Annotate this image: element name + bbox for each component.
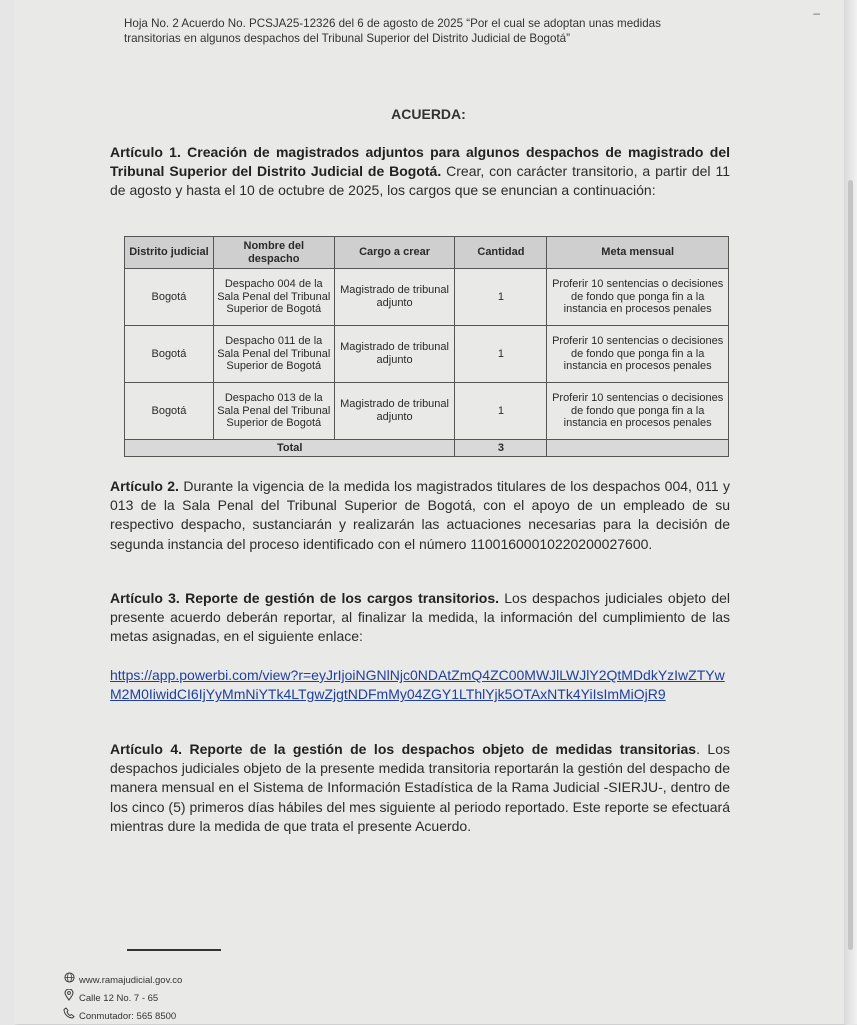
articulo-4 [110,740,730,836]
scrollbar[interactable] [848,180,853,950]
globe-icon [62,972,76,989]
location-pin-icon [62,989,76,1007]
cell-cargo: Magistrado de tribunal adjunto [334,383,455,440]
articulo-1 [110,143,730,201]
footer-website-row [62,972,182,989]
articulo-1-title: Artículo 1. Creación de magistrados adjuntos para algunos despachos de magistrado del Tribunal Superior del Distrito Judicial de Bogotá. [110,144,730,180]
cell-cantidad: 1 [455,269,547,326]
cell-despacho: Despacho 011 de la Sala Penal del Tribunal Superior de Bogotá [213,326,334,383]
cell-cantidad: 1 [455,326,547,383]
total-value: 3 [455,440,547,457]
footnote-rule [127,949,221,951]
articulo-4-title: Artículo 4. Reporte de la gestión de los despachos objeto de medidas transitorias [110,741,697,757]
cell-meta: Proferir 10 sentencias o decisiones de fondo que ponga fin a la instancia en procesos penales [547,269,729,326]
cell-cargo: Magistrado de tribunal adjunto [334,269,455,326]
articulo-3-text: Los despachos judiciales objeto del presente acuerdo deberán reportar, al finalizar la medida, la información del cumplimiento de las metas asignadas, en el siguiente enlace: [110,590,730,645]
col-header-cantidad: Cantidad [455,237,547,269]
cargos-table [124,236,729,457]
articulo-3-title: Artículo 3. Reporte de gestión de los cargos transitorios. [110,590,500,606]
total-label: Total [125,440,455,457]
powerbi-link-block [110,666,730,704]
articulo-1-text: Crear, con carácter transitorio, a partir del 11 de agosto y hasta el 10 de octubre de 2025, los cargos que se enuncian a continuación: [110,163,730,199]
cell-cargo: Magistrado de tribunal adjunto [334,326,455,383]
menu-dash-icon: – [813,6,820,20]
table-total-row [125,440,729,457]
acuerda-heading: ACUERDA: [391,106,466,122]
page-edge [844,0,857,1024]
cell-cantidad: 1 [455,383,547,440]
footer-phone-row [62,1007,182,1025]
table-header-row [125,237,729,269]
table-row [125,269,729,326]
header-line-1: Hoja No. 2 Acuerdo No. PCSJA25-12326 del 6 de agosto de 2025 “Por el cual se adoptan unas medidas [124,17,661,30]
cell-meta: Proferir 10 sentencias o decisiones de fondo que ponga fin a la instancia en procesos penales [547,326,729,383]
table-row [125,383,729,440]
page-footer [62,972,182,1025]
articulo-2-text: Durante la vigencia de la medida los magistrados titulares de los despachos 004, 011 y 013 de la Sala Penal del Tribunal Superior de Bogotá, con el apoyo de un empleado de su respectivo despacho, sustanciarán y realizarán las actuaciones necesarias para la decisión de segunda instancia del proceso identificado con el número 11001600010220200027600. [110,478,730,552]
powerbi-link[interactable]: https://app.powerbi.com/view?r=eyJrIjoiNGNlNjc0NDAtZmQ4ZC00MWJlLWJlY2QtMDdkYzIwZTYwM2M0IiwidCI6IjYyMmNiYTk4LTgwZjgtNDFmMy04ZGY1LThlYjk5OTAxNTk4YiIsImMiOjR9 [110,667,725,703]
total-empty-cell [547,440,729,457]
footer-phone: Conmutador: 565 8500 [79,1010,177,1022]
page-header [124,16,744,46]
col-header-cargo: Cargo a crear [334,237,455,269]
footer-website[interactable]: www.ramajudicial.gov.co [79,975,183,986]
cell-distrito: Bogotá [125,383,214,440]
col-header-despacho: Nombre del despacho [213,237,334,269]
table-row [125,326,729,383]
articulo-2-title: Artículo 2. [110,478,179,494]
cell-distrito: Bogotá [125,326,214,383]
footer-address-row [62,989,182,1007]
col-header-meta: Meta mensual [547,237,729,269]
cell-despacho: Despacho 013 de la Sala Penal del Tribunal Superior de Bogotá [213,383,334,440]
phone-icon [62,1007,76,1025]
articulo-4-text: . Los despachos judiciales objeto de la presente medida transitoria reportarán la gestión del despacho de manera mensual en el Sistema de Información Estadística de la Rama Judicial -SIERJU-, dentro de los cinco (5) primeros días hábiles del mes siguiente al periodo reportado. Este reporte se efectuará mientras dure la medida de que trata el presente Acuerdo. [110,741,731,834]
cell-meta: Proferir 10 sentencias o decisiones de fondo que ponga fin a la instancia en procesos penales [547,383,729,440]
articulo-2 [110,477,730,554]
cell-despacho: Despacho 004 de la Sala Penal del Tribunal Superior de Bogotá [213,269,334,326]
header-line-2: transitorias en algunos despachos del Tribunal Superior del Distrito Judicial de Bogotá” [124,32,570,45]
col-header-distrito: Distrito judicial [125,237,214,269]
footer-address: Calle 12 No. 7 - 65 [79,992,159,1004]
cell-distrito: Bogotá [125,269,214,326]
articulo-3 [110,589,730,647]
